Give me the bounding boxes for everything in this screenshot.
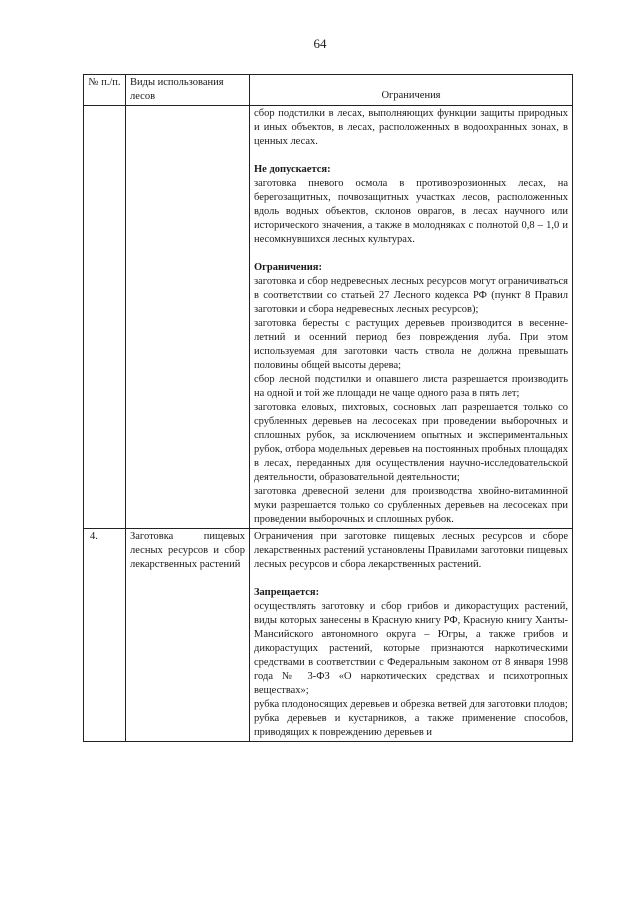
restriction-paragraph: заготовка бересты с растущих деревьев производится в весенне-летний и осенний период без повреждения луба. При этом используемая для заготовки часть ствола не должна превышать половины общей высоты дерева; (254, 318, 568, 371)
restriction-paragraph: рубка плодоносящих деревьев и обрезка ветвей для заготовки плодов; (254, 699, 568, 710)
table-row (84, 529, 573, 742)
restriction-paragraph: заготовка пневого осмола в противоэрозионных лесах, на берегозащитных, почвозащитных участках лесов, расположенных вдоль водных объектов, склонов оврагов, в лесах научного или исторического значения, а также в молодняках с полнотой 0,8 – 1,0 и несомкнувшихся лесных культурах. (254, 178, 568, 245)
section-heading: Запрещается: (254, 587, 320, 598)
restriction-paragraph: сбор подстилки в лесах, выполняющих функции защиты природных и иных объектов, в лесах, расположенных в водоохранных зонах, в ценных лесах. (254, 108, 568, 147)
restrictions-table (83, 74, 573, 742)
row-restrictions (250, 106, 573, 529)
header-num: № п./п. (84, 75, 126, 106)
restriction-paragraph: заготовка и сбор недревесных лесных ресурсов могут ограничиваться в соответствии со статьей 27 Лесного кодекса РФ (пункт 8 Правил заготовки и сбора недревесных лесных ресурсов); (254, 276, 568, 315)
section-heading: Ограничения: (254, 262, 322, 273)
restriction-paragraph: Ограничения при заготовке пищевых лесных ресурсов и сборе лекарственных растений установлены Правилами заготовки пищевых лесных ресурсов и сбора лекарственных растений. (254, 531, 568, 570)
section-heading: Не допускается: (254, 164, 331, 175)
row-restrictions (250, 529, 573, 742)
restriction-paragraph: рубка деревьев и кустарников, а также применение способов, приводящих к повреждению деревьев и (254, 713, 568, 738)
row-number: 4. (84, 529, 126, 742)
restriction-paragraph: сбор лесной подстилки и опавшего листа разрешается производить на одной и той же площади не чаще одного раза в пять лет; (254, 374, 568, 399)
restriction-paragraph: осуществлять заготовку и сбор грибов и дикорастущих растений, виды которых занесены в Красную книгу РФ, Красную книгу Ханты-Мансийского автономного округа – Югры, а также грибов и дикорастущих растений, которые признаются наркотическими средствами в соответствии с Федеральным законом от 8 января 1998 года № 3-ФЗ «О наркотических средствах и психотропных веществах»; (254, 601, 568, 696)
row-usage-type (126, 106, 250, 529)
header-restrictions: Ограничения (250, 75, 573, 106)
table-row (84, 106, 573, 529)
page-number: 64 (313, 36, 327, 51)
header-usage-type: Виды использования лесов (126, 75, 250, 106)
restriction-paragraph: заготовка древесной зелени для производства хвойно-витаминной муки разрешается только со срубленных деревьев на лесосеках при проведении выборочных и сплошных рубок. (254, 486, 568, 525)
row-number (84, 106, 126, 529)
table-header-row (84, 75, 573, 106)
restriction-paragraph: заготовка еловых, пихтовых, сосновых лап разрешается только со срубленных деревьев на лесосеках при проведении выборочных и сплошных рубок, за исключением опытных и экспериментальных рубок, отбора модельных деревьев на постоянных пробных площадях в лесах, переданных для осуществления научно-исследовательской деятельности, образовательной деятельности; (254, 402, 568, 483)
row-usage-type: Заготовка пищевых лесных ресурсов и сбор лекарственных растений (126, 529, 250, 742)
